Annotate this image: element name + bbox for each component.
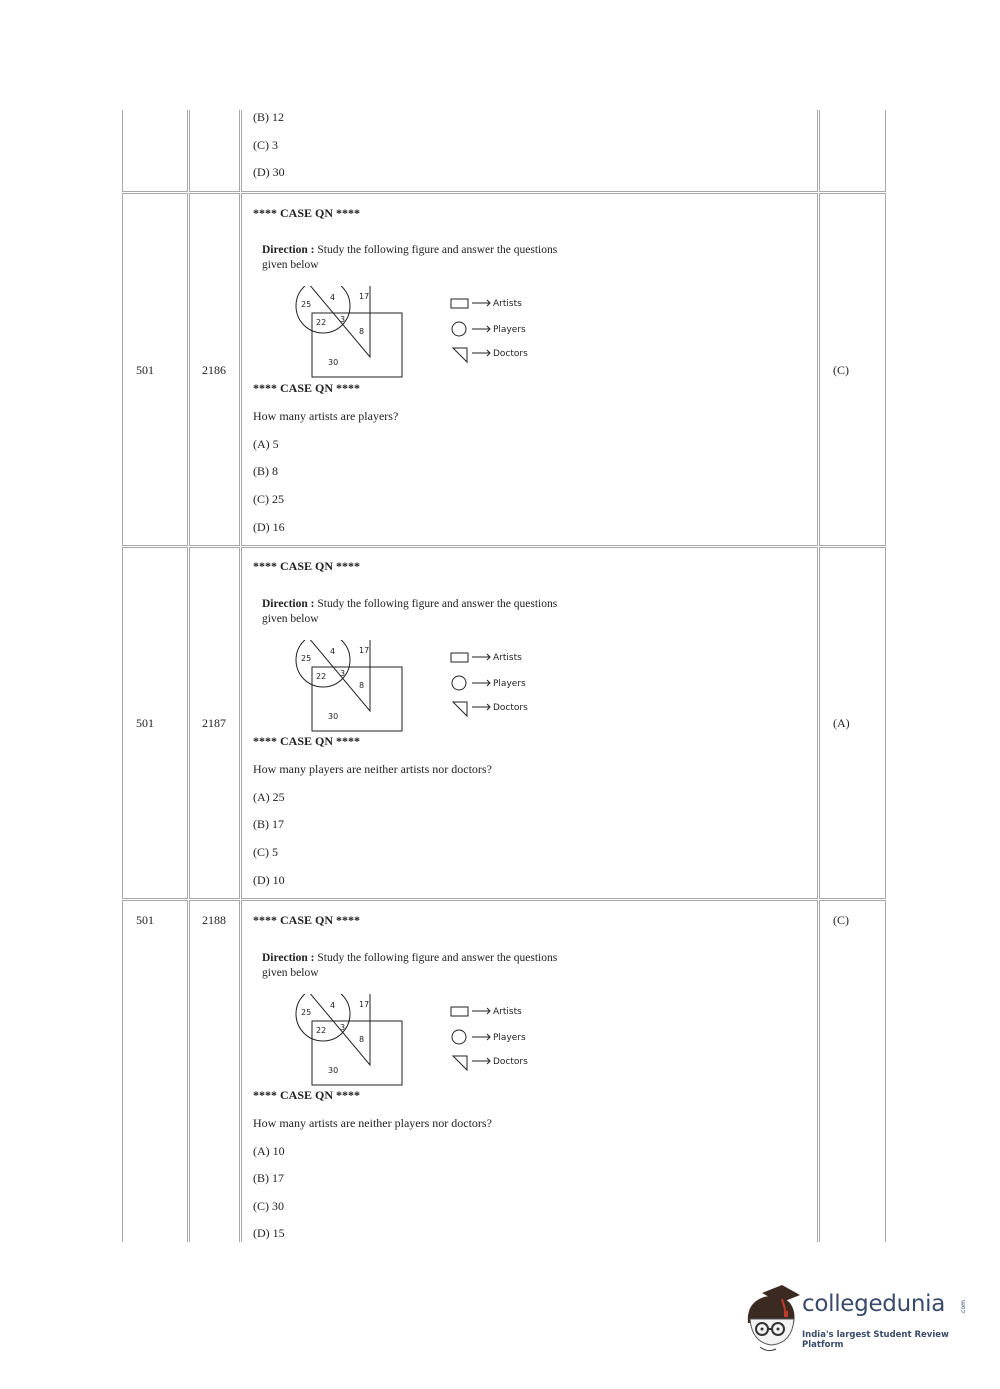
region-value: 3 [340,1023,346,1032]
legend-label: Artists [493,1007,522,1017]
question-table [122,110,886,1242]
question-cell [241,900,818,1242]
question-id: 2186 [202,363,226,377]
option: (C) 3 [253,138,278,152]
rectangle-legend-icon [451,653,468,662]
option: (D) 30 [253,165,285,179]
set-number: 501 [136,716,154,730]
direction-text: Direction : Study the following figure and answer the questions given below [262,244,558,271]
question-id: 2187 [202,716,226,730]
legend-label: Players [493,679,526,689]
collegedunia-logo [742,1283,972,1353]
answer-key: (A) [833,716,850,730]
region-value: 4 [330,647,336,656]
legend-label: Doctors [493,349,528,359]
region-value: 25 [301,1008,312,1017]
option: (D) 10 [253,873,285,887]
table-row [122,110,886,192]
option: (C) 5 [253,845,278,859]
question-text: How many artists are players? [253,409,399,423]
mascot-icon [742,1283,802,1353]
question-text: How many players are neither artists nor doctors? [253,762,492,776]
case-header: **** CASE QN **** [253,734,361,748]
table-row [122,547,886,899]
option: (B) 17 [253,817,284,831]
case-header: **** CASE QN **** [253,913,361,927]
region-value: 30 [328,712,339,721]
region-value: 25 [301,654,312,663]
region-value: 3 [340,315,346,324]
option: (C) 25 [253,492,284,506]
case-header: **** CASE QN **** [253,559,361,573]
table-row [122,193,886,546]
legend-label: Players [493,1033,526,1043]
case-header: **** CASE QN **** [253,381,361,395]
region-value: 8 [359,1035,365,1044]
venn-svg [287,286,547,386]
region-value: 4 [330,1001,336,1010]
region-value: 17 [359,292,370,301]
legend-label: Artists [493,299,522,309]
brand-tagline: India's largest Student Review Platform [802,1330,949,1350]
circle-legend-icon [452,322,466,336]
table-row [122,900,886,1242]
venn-figure [287,994,547,1094]
option: (B) 17 [253,1171,284,1185]
venn-figure [287,286,547,386]
legend-label: Artists [493,653,522,663]
legend-label: Doctors [493,1057,528,1067]
direction-text: Direction : Study the following figure and answer the questions given below [262,952,558,979]
region-value: 25 [301,300,312,309]
rectangle-legend-icon [451,299,468,308]
region-value: 17 [359,646,370,655]
circle-legend-icon [452,676,466,690]
brand-suffix: .com [960,1300,967,1315]
region-value: 30 [328,358,339,367]
answer-key: (C) [833,363,849,377]
direction-text: Direction : Study the following figure and answer the questions given below [262,598,558,625]
case-header: **** CASE QN **** [253,206,361,220]
legend-label: Players [493,325,526,335]
question-cell [241,547,818,899]
region-value: 30 [328,1066,339,1075]
triangle-legend-icon [453,348,467,362]
region-value: 22 [316,318,327,327]
venn-svg [287,640,547,740]
option: (D) 15 [253,1226,285,1240]
triangle-legend-icon [453,1056,467,1070]
option: (B) 8 [253,464,278,478]
region-value: 22 [316,1026,327,1035]
region-value: 22 [316,672,327,681]
region-value: 8 [359,681,365,690]
rectangle-legend-icon [451,1007,468,1016]
triangle-legend-icon [453,702,467,716]
option: (A) 5 [253,437,279,451]
case-header: **** CASE QN **** [253,1088,361,1102]
region-value: 4 [330,293,336,302]
brand-name: collegedunia [802,1291,946,1317]
legend-label: Doctors [493,703,528,713]
option: (A) 10 [253,1144,285,1158]
question-id: 2188 [202,913,226,927]
region-value: 17 [359,1000,370,1009]
region-value: 3 [340,669,346,678]
question-cell [241,193,818,546]
option: (D) 16 [253,520,285,534]
circle-legend-icon [452,1030,466,1044]
question-cell [241,110,818,192]
option: (B) 12 [253,110,284,124]
region-value: 8 [359,327,365,336]
answer-key: (C) [833,913,849,927]
venn-svg [287,994,547,1094]
venn-figure [287,640,547,740]
option: (A) 25 [253,790,285,804]
set-number: 501 [136,363,154,377]
set-number: 501 [136,913,154,927]
question-text: How many artists are neither players nor doctors? [253,1116,492,1130]
option: (C) 30 [253,1199,284,1213]
